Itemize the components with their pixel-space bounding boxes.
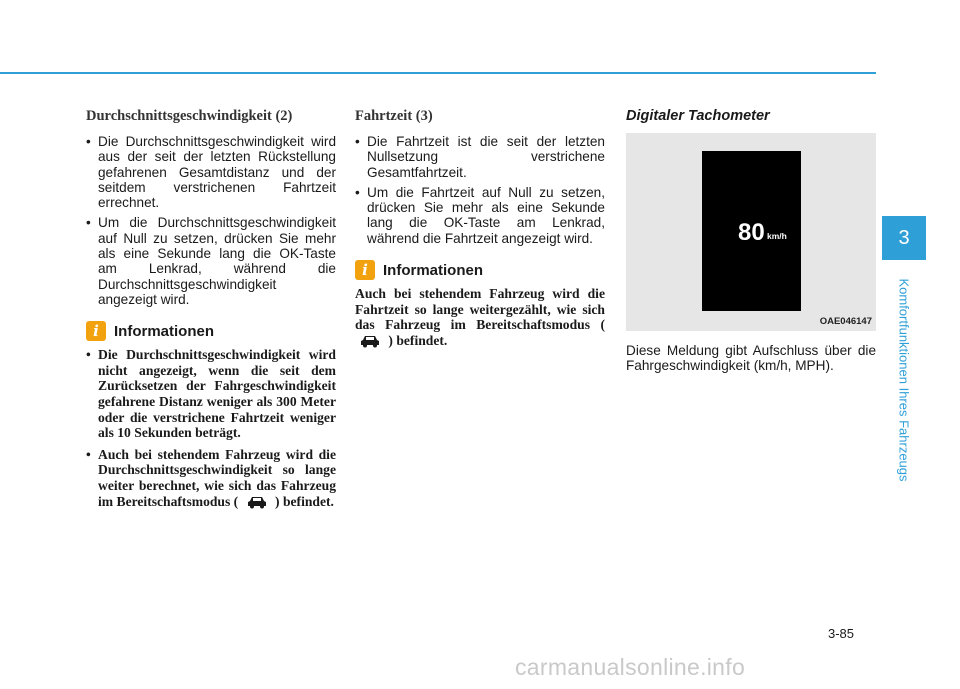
chapter-title: Komfortfunktionen Ihres Fahrzeugs: [896, 278, 912, 482]
speedometer-figure: [626, 133, 876, 331]
info-header: [355, 260, 605, 280]
info-icon: i: [355, 260, 375, 280]
bullet-item: • Um die Durchschnittsgeschwindigkeit auf Null zu setzen, drücken Sie mehr als eine Sekunde lang die OK-Taste am Lenkrad, während die Durchschnittsgeschwindigkeit angezeigt wird.: [86, 215, 336, 307]
car-ready-icon: [359, 334, 381, 348]
info-bullet: • Die Durchschnittsgeschwindigkeit wird nicht angezeigt, wenn die seit dem Zurücksetzen der Fahrgeschwindigkeit gefahrene Distanz weniger als 300 Meter oder die verstrichene Fahrtzeit weniger als 10 Sekunden beträgt.: [86, 347, 336, 441]
car-ready-icon: [246, 495, 268, 509]
info-text-part: ) befindet.: [388, 332, 448, 348]
info-text-part: Auch bei stehendem Fahrzeug wird die Fahrtzeit so lange weitergezählt, wie sich das Fahrzeug im Bereitschaftsmodus (: [355, 286, 605, 333]
cluster-display: [702, 151, 801, 311]
chapter-tab: 3: [882, 216, 926, 260]
info-icon: i: [86, 321, 106, 341]
bullet-list: [86, 134, 336, 307]
column-digital-speedometer: [626, 108, 876, 374]
speed-unit: km/h: [767, 231, 787, 241]
section-heading: Fahrtzeit (3): [355, 108, 433, 124]
column-driving-time: [355, 108, 605, 348]
info-list: [86, 347, 336, 509]
info-paragraph: [355, 286, 605, 348]
info-title: Informationen: [114, 322, 214, 340]
section-heading: Durchschnittsgeschwindigkeit (2): [86, 108, 293, 124]
header-rule: [0, 72, 876, 74]
info-text-part: Auch bei stehendem Fahrzeug wird die Durchschnittsgeschwindigkeit so lange weiter berechnet, wie sich das Fahrzeug im Bereitschaftsmodus (: [98, 446, 336, 509]
info-bullet: [86, 447, 336, 509]
figure-code: OAE046147: [819, 316, 872, 327]
info-header: [86, 321, 336, 341]
bullet-item: • Die Fahrtzeit ist die seit der letzten Nullsetzung verstrichene Gesamtfahrtzeit.: [355, 134, 605, 180]
watermark: carmanualsonline.info: [515, 654, 746, 680]
speed-value: 80: [738, 219, 765, 246]
page-number: 3-85: [828, 626, 855, 641]
section-heading: Digitaler Tachometer: [626, 108, 770, 124]
bullet-list: [355, 134, 605, 246]
info-title: Informationen: [383, 261, 483, 279]
bullet-item: • Um die Fahrtzeit auf Null zu setzen, drücken Sie mehr als eine Sekunde lang die OK-Taste am Lenkrad, während die Fahrtzeit angezeigt wird.: [355, 185, 605, 246]
info-text-part: ) befindet.: [275, 493, 334, 509]
column-average-speed: [86, 108, 336, 515]
body-text: Diese Meldung gibt Aufschluss über die Fahrgeschwindigkeit (km/h, MPH).: [626, 343, 876, 374]
bullet-item: • Die Durchschnittsgeschwindigkeit wird aus der seit der letzten Rückstellung gefahrenen Gesamtdistanz und der seitdem verstrichenen Fahrtzeit errechnet.: [86, 134, 336, 210]
